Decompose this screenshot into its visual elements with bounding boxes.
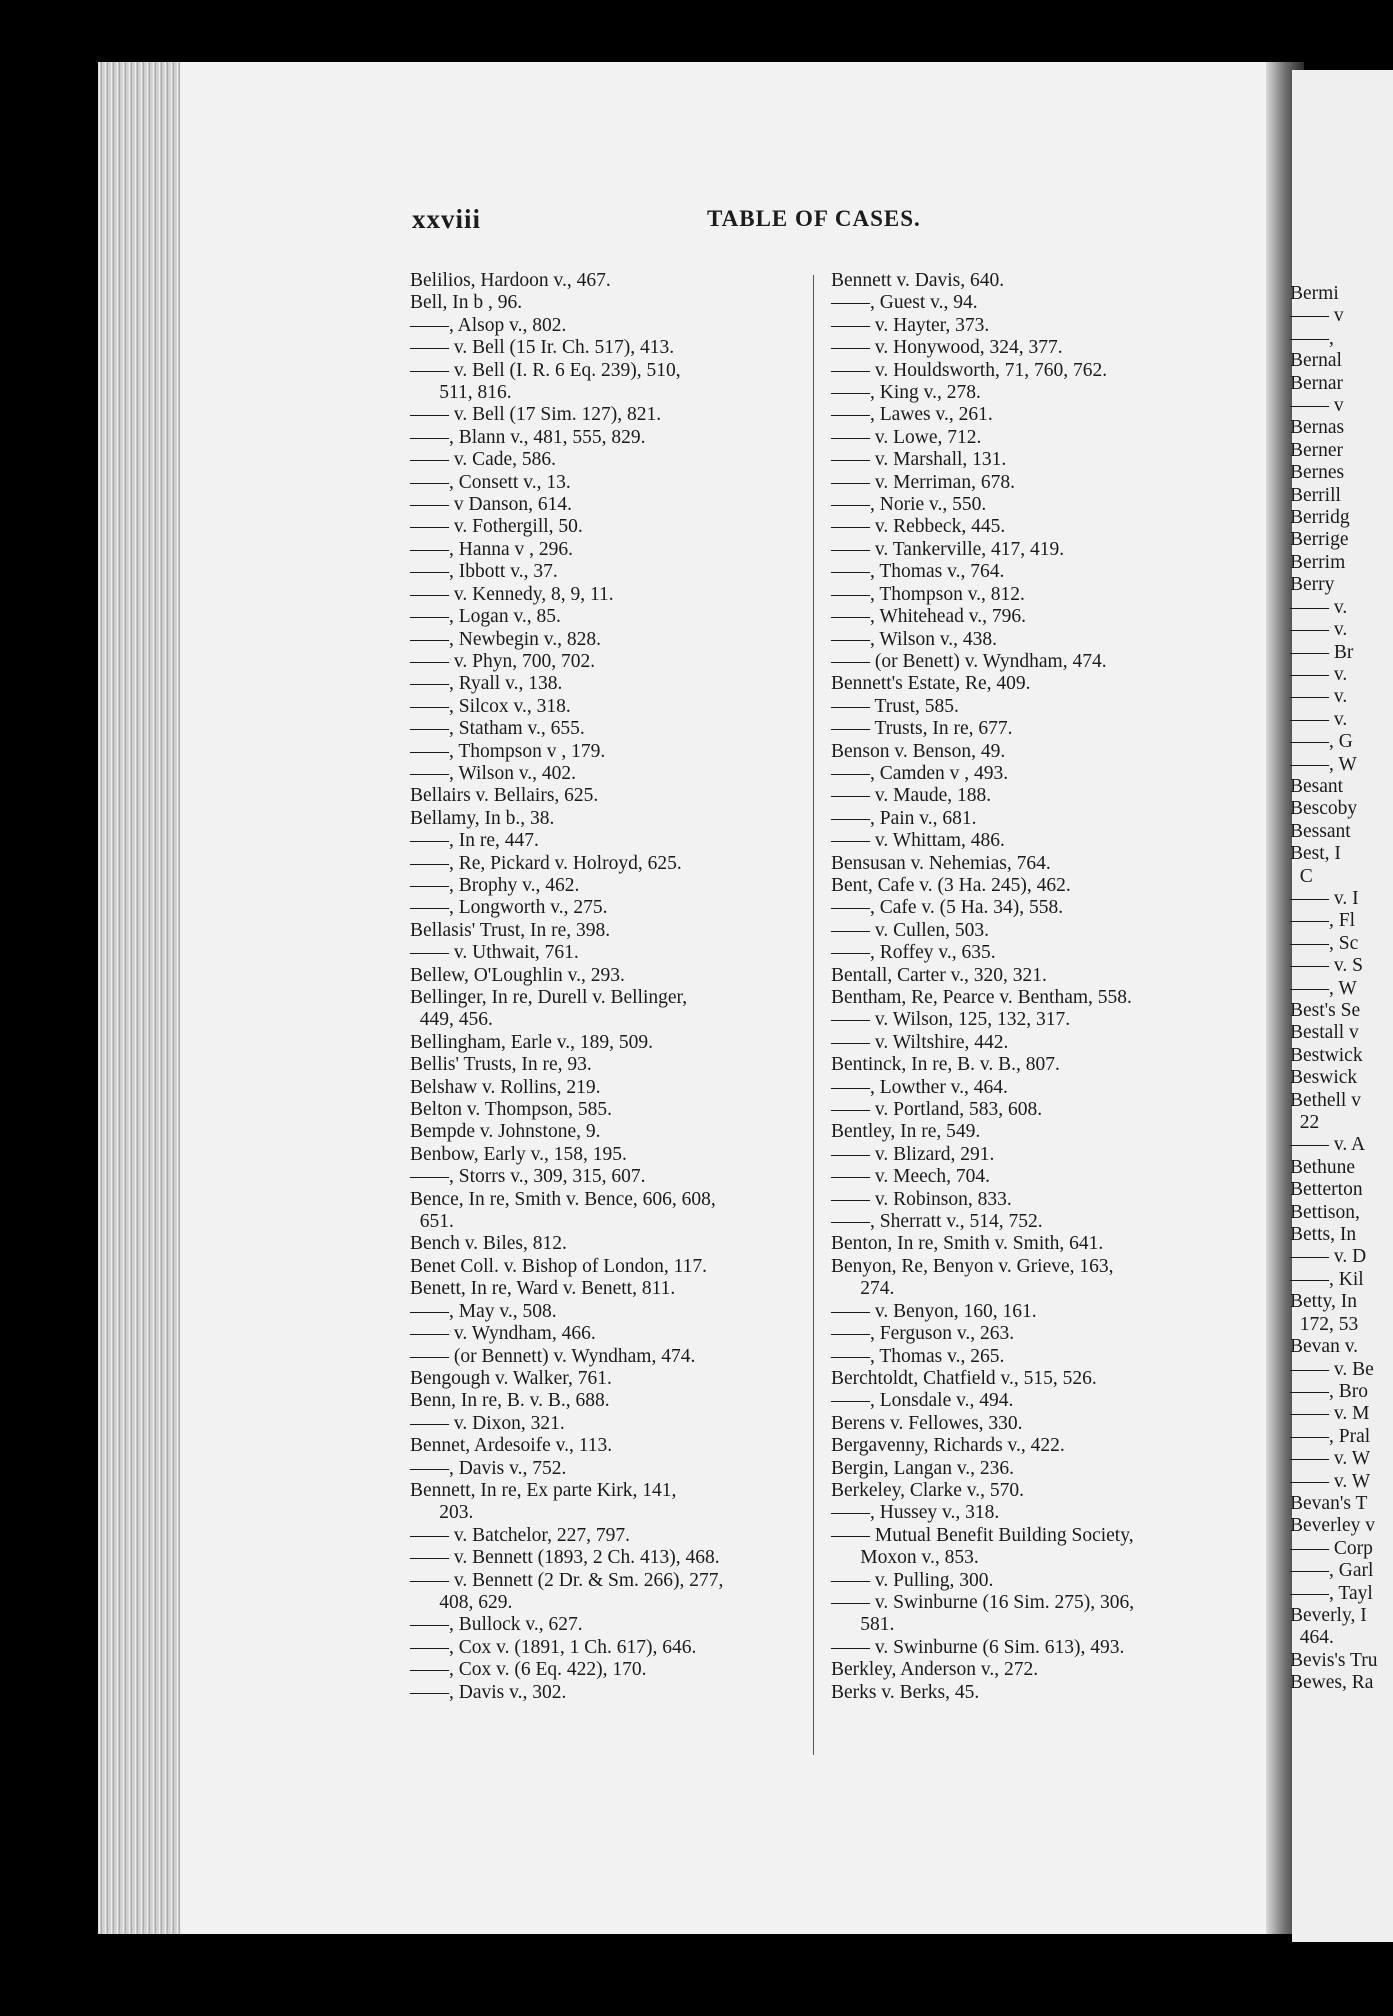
index-entry: Berrim (1290, 551, 1346, 573)
index-entry: Bevis's Tru (1290, 1649, 1378, 1671)
index-entry: —— v. Tankerville, 417, 419. (831, 538, 1065, 560)
index-entry: Bennett's Estate, Re, 409. (831, 673, 1031, 695)
index-entry: —— v. (1290, 619, 1348, 641)
index-entry: —— v. Bell (15 Ir. Ch. 517), 413. (410, 337, 675, 359)
index-entry: ——, Guest v., 94. (831, 292, 978, 314)
index-entry: ——, Thompson v., 812. (831, 583, 1025, 605)
index-entry: —— v. Houldsworth, 71, 760, 762. (831, 359, 1108, 381)
index-entry: ——, Ferguson v., 263. (831, 1323, 1015, 1345)
index-entry: ——, Cox v. (6 Eq. 422), 170. (410, 1659, 647, 1681)
running-title: TABLE OF CASES. (707, 206, 921, 231)
index-entry: ——, Consett v., 13. (410, 471, 571, 493)
index-entry: Bernas (1290, 417, 1345, 439)
index-entry: Bengough v. Walker, 761. (410, 1367, 612, 1389)
index-entry: Bent, Cafe v. (3 Ha. 245), 462. (831, 874, 1071, 896)
facing-page-column (1290, 283, 1393, 1695)
index-entry: ——, Logan v., 85. (410, 606, 561, 628)
index-entry: —— v. W (1290, 1470, 1371, 1492)
index-entry: —— v. Whittam, 486. (831, 830, 1005, 852)
index-entry: —— v. Bennett (2 Dr. & Sm. 266), 277, (410, 1569, 724, 1591)
index-entry: 581. (831, 1614, 895, 1636)
index-entry: —— v. Meech, 704. (831, 1166, 991, 1188)
index-entry: Bergavenny, Richards v., 422. (831, 1435, 1065, 1457)
index-entry: —— v (1290, 395, 1344, 417)
index-entry: 408, 629. (410, 1591, 513, 1613)
index-entry: Bellis' Trusts, In re, 93. (410, 1054, 592, 1076)
index-entry: Bentinck, In re, B. v. B., 807. (831, 1054, 1060, 1076)
index-entry: ——, Blann v., 481, 555, 829. (410, 426, 646, 448)
index-entry: Bentham, Re, Pearce v. Bentham, 558. (831, 987, 1132, 1008)
index-entry: —— v. Wyndham, 466. (410, 1323, 596, 1345)
index-entry: ——, Sherratt v., 514, 752. (831, 1211, 1043, 1233)
index-entry: Benett, In re, Ward v. Benett, 811. (410, 1278, 676, 1300)
index-entry: 172, 53 (1290, 1313, 1359, 1335)
index-entry: ——, Brophy v., 462. (410, 874, 580, 896)
index-entry: Belshaw v. Rollins, 219. (410, 1076, 601, 1098)
index-entry: ——, G (1290, 731, 1353, 753)
index-entry: Bennet, Ardesoife v., 113. (410, 1435, 613, 1457)
index-entry: ——, Hanna v , 296. (410, 538, 574, 560)
index-entry: —— v. Bennett (1893, 2 Ch. 413), 468. (410, 1547, 720, 1569)
index-entry: —— v. Lowe, 712. (831, 426, 982, 448)
index-entry: —— (or Benett) v. Wyndham, 474. (831, 650, 1107, 672)
index-entry: ——, Kil (1290, 1268, 1364, 1290)
index-entry: Benyon, Re, Benyon v. Grieve, 163, (831, 1255, 1114, 1277)
index-entry: —— v. Phyn, 700, 702. (410, 650, 596, 672)
index-entry: —— v. Pulling, 300. (831, 1569, 994, 1591)
index-entry: ——, Tayl (1290, 1582, 1373, 1604)
index-entry: ——, Cafe v. (5 Ha. 34), 558. (831, 897, 1064, 919)
index-entry: —— v. Bell (I. R. 6 Eq. 239), 510, (410, 359, 681, 381)
index-entry: 511, 816. (410, 382, 512, 404)
index-entry: 203. (410, 1502, 474, 1524)
index-entry: Betts, In (1290, 1224, 1357, 1246)
index-entry: Bermi (1290, 283, 1339, 304)
index-entry: Moxon v., 853. (831, 1547, 979, 1569)
index-entry: 449, 456. (410, 1009, 493, 1031)
page-folio: xxviii (412, 204, 482, 234)
index-entry: —— Mutual Benefit Building Society, (831, 1524, 1134, 1546)
index-entry: Bethune (1290, 1156, 1355, 1178)
index-entry: —— v. A (1290, 1134, 1366, 1156)
index-entry: —— v. Cade, 586. (410, 449, 557, 471)
index-entry: —— v. Benyon, 160, 161. (831, 1300, 1037, 1322)
column-divider (813, 275, 814, 1755)
index-entry: Berchtoldt, Chatfield v., 515, 526. (831, 1367, 1097, 1389)
index-entry: Bennett v. Davis, 640. (831, 270, 1005, 291)
index-entry: ——, Davis v., 752. (410, 1457, 567, 1479)
index-entry: Bellingham, Earle v., 189, 509. (410, 1031, 653, 1053)
index-entry: ——, Thomas v., 265. (831, 1345, 1005, 1367)
index-entry: Bell, In b , 96. (410, 292, 523, 314)
index-entry: Bescoby (1290, 798, 1358, 820)
index-entry: —— Corp (1290, 1537, 1373, 1559)
index-entry: Bewes, Ra (1290, 1672, 1374, 1694)
index-entry: Bestall v (1290, 1022, 1359, 1044)
left-column (410, 270, 800, 1704)
index-entry: ——, Storrs v., 309, 315, 607. (410, 1166, 646, 1188)
index-entry: Betty, In (1290, 1291, 1357, 1313)
index-entry: Bessant (1290, 820, 1351, 842)
index-entry: ——, Davis v., 302. (410, 1681, 567, 1703)
index-entry: Beverley v (1290, 1515, 1376, 1537)
index-entry: ——, Thompson v , 179. (410, 740, 606, 762)
index-entry: ——, (1290, 327, 1334, 349)
index-entry: —— v. W (1290, 1448, 1371, 1470)
index-entry: Best's Se (1290, 1000, 1361, 1021)
index-entry: ——, Statham v., 655. (410, 718, 585, 740)
index-entry: Bench v. Biles, 812. (410, 1233, 567, 1255)
index-entry: C (1290, 865, 1313, 887)
index-entry: ——, Lonsdale v., 494. (831, 1390, 1014, 1412)
index-entry: —— v. (1290, 596, 1348, 618)
index-entry: Beverly, I (1290, 1604, 1367, 1626)
index-entry: Bestwick (1290, 1044, 1363, 1066)
index-entry: ——, W (1290, 977, 1357, 999)
index-entry: Bettison, (1290, 1201, 1360, 1223)
index-entry: Bensusan v. Nehemias, 764. (831, 852, 1051, 874)
right-column (831, 270, 1226, 1704)
index-entry: —— v. Wiltshire, 442. (831, 1031, 1009, 1053)
index-entry: Benson v. Benson, 49. (831, 740, 1006, 762)
index-entry: ——, Newbegin v., 828. (410, 628, 602, 650)
index-entry: 464. (1290, 1627, 1334, 1649)
index-entry: —— v. Maude, 188. (831, 785, 992, 807)
index-entry: ——, Silcox v., 318. (410, 695, 571, 717)
index-entry: Belton v. Thompson, 585. (410, 1099, 613, 1121)
index-entry: —— Trusts, In re, 677. (831, 718, 1013, 740)
index-entry: ——, Roffey v., 635. (831, 942, 996, 964)
index-entry: ——, Re, Pickard v. Holroyd, 625. (410, 852, 682, 874)
index-entry: Berkley, Anderson v., 272. (831, 1659, 1039, 1681)
index-entry: ——, Wilson v., 438. (831, 628, 998, 650)
index-entry: Betterton (1290, 1179, 1363, 1201)
index-entry: —— v. Robinson, 833. (831, 1188, 1012, 1210)
index-entry: —— v. Kennedy, 8, 9, 11. (410, 583, 614, 605)
index-entry: —— Trust, 585. (831, 695, 959, 717)
index-entry: —— v Danson, 614. (410, 494, 572, 516)
index-entry: ——, Longworth v., 275. (410, 897, 608, 919)
index-entry: ——, Wilson v., 402. (410, 762, 577, 784)
index-entry: ——, Pral (1290, 1425, 1371, 1447)
index-entry: —— v. Rebbeck, 445. (831, 516, 1006, 538)
index-entry: —— v. Be (1290, 1358, 1374, 1380)
index-entry: —— v. Uthwait, 761. (410, 942, 579, 964)
index-entry: ——, Thomas v., 764. (831, 561, 1005, 583)
index-entry: ——, Cox v. (1891, 1 Ch. 617), 646. (410, 1636, 697, 1658)
index-entry: Bellinger, In re, Durell v. Bellinger, (410, 987, 688, 1008)
index-entry: ——, Alsop v., 802. (410, 314, 567, 336)
index-entry: Belilios, Hardoon v., 467. (410, 270, 611, 291)
index-entry: Berrige (1290, 529, 1349, 551)
index-entry: —— v. Swinburne (6 Sim. 613), 493. (831, 1636, 1125, 1658)
index-entry: —— v. (1290, 686, 1348, 708)
index-entry: 22 (1290, 1112, 1320, 1134)
index-entry: —— v. I (1290, 887, 1359, 909)
index-entry: Bethell v (1290, 1089, 1361, 1111)
index-entry: Bence, In re, Smith v. Bence, 606, 608, (410, 1188, 716, 1210)
index-entry: —— v. S (1290, 955, 1363, 977)
index-entry: —— v. (1290, 663, 1348, 685)
index-entry: ——, Camden v , 493. (831, 762, 1009, 784)
index-entry: ——, Pain v., 681. (831, 807, 977, 829)
index-entry: Berridg (1290, 507, 1350, 529)
index-entry: Benn, In re, B. v. B., 688. (410, 1390, 610, 1412)
index-entry: ——, Garl (1290, 1560, 1374, 1582)
index-entry: —— v. Marshall, 131. (831, 449, 1007, 471)
index-entry: Bevan v. (1290, 1336, 1359, 1358)
index-entry: Bevan's T (1290, 1492, 1368, 1514)
index-entry: Bentall, Carter v., 320, 321. (831, 964, 1047, 986)
page-edges (98, 62, 188, 1934)
index-entry: ——, Whitehead v., 796. (831, 606, 1026, 628)
index-entry: Berry (1290, 574, 1335, 596)
index-entry: —— v. Blizard, 291. (831, 1143, 995, 1165)
index-entry: ——, May v., 508. (410, 1300, 557, 1322)
index-entry: Benet Coll. v. Bishop of London, 117. (410, 1255, 708, 1277)
index-entry: —— v. Bell (17 Sim. 127), 821. (410, 404, 662, 426)
index-entry: ——, Hussey v., 318. (831, 1502, 1000, 1524)
index-entry: ——, Bro (1290, 1380, 1368, 1402)
index-entry: Besant (1290, 775, 1344, 797)
index-entry: ——, Norie v., 550. (831, 494, 987, 516)
index-entry: ——, Fl (1290, 910, 1356, 932)
index-entry: Berks v. Berks, 45. (831, 1681, 980, 1703)
index-entry: —— v. Cullen, 503. (831, 919, 989, 941)
index-entry: —— (or Bennett) v. Wyndham, 474. (410, 1345, 696, 1367)
index-entry: Bennett, In re, Ex parte Kirk, 141, (410, 1479, 677, 1501)
index-entry: —— v (1290, 305, 1344, 327)
index-entry: Bempde v. Johnstone, 9. (410, 1121, 601, 1143)
index-entry: Bellamy, In b., 38. (410, 807, 555, 829)
index-entry: —— v. Dixon, 321. (410, 1412, 565, 1434)
index-entry: Berkeley, Clarke v., 570. (831, 1479, 1024, 1501)
index-entry: Beswick (1290, 1067, 1358, 1089)
index-entry: Bentley, In re, 549. (831, 1121, 981, 1143)
index-entry: —— v. Honywood, 324, 377. (831, 337, 1063, 359)
index-entry: ——, Bullock v., 627. (410, 1614, 583, 1636)
index-entry: ——, Sc (1290, 932, 1359, 954)
index-entry: Bernar (1290, 372, 1344, 394)
index-entry: Bernes (1290, 462, 1345, 484)
index-entry: Benton, In re, Smith v. Smith, 641. (831, 1233, 1104, 1255)
index-entry: —— v. Wilson, 125, 132, 317. (831, 1009, 1071, 1031)
index-entry: Bellew, O'Loughlin v., 293. (410, 964, 625, 986)
index-entry: ——, Ibbott v., 37. (410, 561, 558, 583)
index-entry: ——, W (1290, 753, 1357, 775)
index-entry: Berrill (1290, 484, 1341, 506)
index-entry: —— v. D (1290, 1246, 1367, 1268)
index-entry: —— v. Portland, 583, 608. (831, 1099, 1043, 1121)
index-entry: —— v. M (1290, 1403, 1370, 1425)
index-entry: —— Br (1290, 641, 1354, 663)
index-entry: ——, Lowther v., 464. (831, 1076, 1008, 1098)
index-entry: 651. (410, 1211, 454, 1233)
index-entry: Benbow, Early v., 158, 195. (410, 1143, 627, 1165)
index-entry: —— v. Swinburne (16 Sim. 275), 306, (831, 1591, 1135, 1613)
index-entry: —— v. Batchelor, 227, 797. (410, 1524, 631, 1546)
index-entry: Bellasis' Trust, In re, 398. (410, 919, 611, 941)
index-entry: —— v. Fothergill, 50. (410, 516, 583, 538)
index-entry: Bernal (1290, 350, 1342, 372)
index-entry: Berens v. Fellowes, 330. (831, 1412, 1023, 1434)
index-entry: —— v. Merriman, 678. (831, 471, 1015, 493)
index-entry: Berner (1290, 439, 1344, 461)
index-entry: Bellairs v. Bellairs, 625. (410, 785, 599, 807)
index-entry: ——, Lawes v., 261. (831, 404, 993, 426)
index-entry: ——, In re, 447. (410, 830, 539, 852)
index-entry: —— v. (1290, 708, 1348, 730)
index-entry: Bergin, Langan v., 236. (831, 1457, 1015, 1479)
index-entry: —— v. Hayter, 373. (831, 314, 990, 336)
index-entry: ——, King v., 278. (831, 382, 981, 404)
index-entry: ——, Ryall v., 138. (410, 673, 563, 695)
index-entry: 274. (831, 1278, 895, 1300)
index-entry: Best, I (1290, 843, 1341, 865)
